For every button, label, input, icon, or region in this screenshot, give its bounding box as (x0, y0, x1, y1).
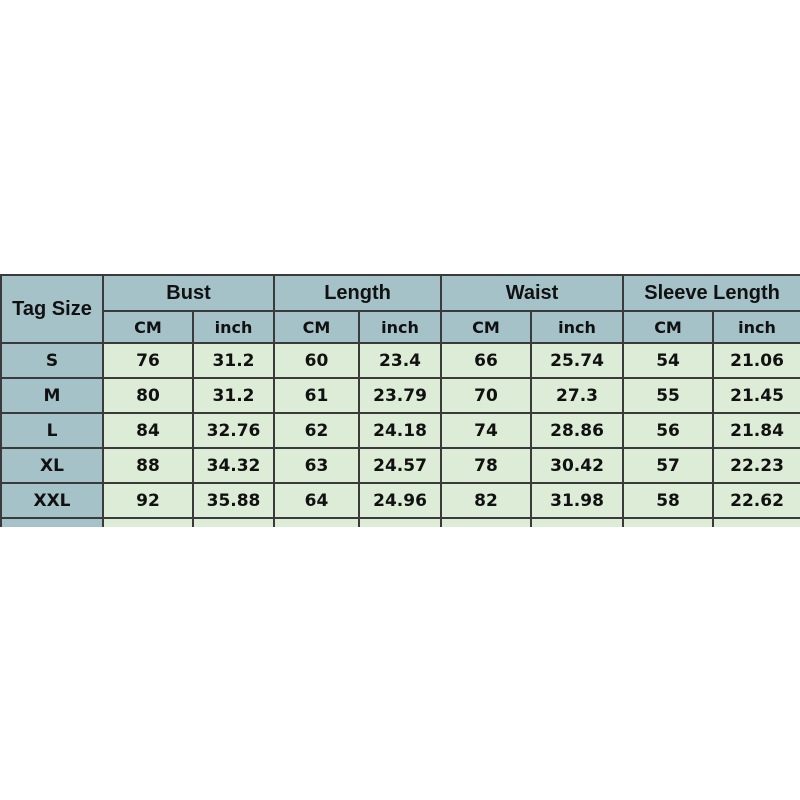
cell-l-sleeve-inch: 21.84 (713, 413, 800, 448)
cell-size-m: M (1, 378, 103, 413)
cell-xxl-waist-inch: 31.98 (531, 483, 623, 518)
cell-m-length-cm: 61 (274, 378, 359, 413)
subheader-waist-cm: CM (441, 311, 531, 343)
cropped-cell (1, 518, 103, 527)
header-row-units (1, 311, 800, 343)
header-sleeve-length: Sleeve Length (623, 275, 800, 311)
header-length: Length (274, 275, 441, 311)
cell-s-length-inch: 23.4 (359, 343, 441, 378)
table-row-xl (1, 448, 800, 483)
table-row-l (1, 413, 800, 448)
cell-xxl-sleeve-cm: 58 (623, 483, 713, 518)
cell-s-length-cm: 60 (274, 343, 359, 378)
cell-xxl-bust-inch: 35.88 (193, 483, 274, 518)
cell-l-waist-inch: 28.86 (531, 413, 623, 448)
cropped-cell (359, 518, 441, 527)
size-chart (0, 274, 800, 527)
cell-s-sleeve-cm: 54 (623, 343, 713, 378)
subheader-bust-inch: inch (193, 311, 274, 343)
cell-s-waist-cm: 66 (441, 343, 531, 378)
cell-l-length-inch: 24.18 (359, 413, 441, 448)
cell-l-length-cm: 62 (274, 413, 359, 448)
cropped-cell (103, 518, 193, 527)
cropped-cell (441, 518, 531, 527)
cropped-cell (193, 518, 274, 527)
subheader-waist-inch: inch (531, 311, 623, 343)
table-row-s (1, 343, 800, 378)
cell-xxl-length-inch: 24.96 (359, 483, 441, 518)
corner-header-tag-size: Tag Size (1, 275, 103, 343)
table-row-xxl (1, 483, 800, 518)
cell-m-length-inch: 23.79 (359, 378, 441, 413)
cell-l-bust-inch: 32.76 (193, 413, 274, 448)
subheader-length-inch: inch (359, 311, 441, 343)
cell-xl-bust-cm: 88 (103, 448, 193, 483)
cell-size-s: S (1, 343, 103, 378)
cell-s-bust-inch: 31.2 (193, 343, 274, 378)
cropped-cell (531, 518, 623, 527)
cell-xxl-sleeve-inch: 22.62 (713, 483, 800, 518)
cell-xxl-length-cm: 64 (274, 483, 359, 518)
cell-xl-sleeve-inch: 22.23 (713, 448, 800, 483)
cropped-partial-row (1, 518, 800, 527)
cell-m-bust-inch: 31.2 (193, 378, 274, 413)
cell-xl-length-inch: 24.57 (359, 448, 441, 483)
header-waist: Waist (441, 275, 623, 311)
cell-xl-length-cm: 63 (274, 448, 359, 483)
cell-l-waist-cm: 74 (441, 413, 531, 448)
cell-xl-bust-inch: 34.32 (193, 448, 274, 483)
subheader-length-cm: CM (274, 311, 359, 343)
cropped-cell (274, 518, 359, 527)
cropped-cell (713, 518, 800, 527)
cell-size-xxl: XXL (1, 483, 103, 518)
subheader-sleeve-cm: CM (623, 311, 713, 343)
cell-xl-waist-cm: 78 (441, 448, 531, 483)
cell-s-waist-inch: 25.74 (531, 343, 623, 378)
header-row-groups (1, 275, 800, 311)
cell-xl-waist-inch: 30.42 (531, 448, 623, 483)
cell-m-waist-inch: 27.3 (531, 378, 623, 413)
cell-m-bust-cm: 80 (103, 378, 193, 413)
cell-size-l: L (1, 413, 103, 448)
subheader-sleeve-inch: inch (713, 311, 800, 343)
header-bust: Bust (103, 275, 274, 311)
cell-l-sleeve-cm: 56 (623, 413, 713, 448)
cropped-cell (623, 518, 713, 527)
cell-l-bust-cm: 84 (103, 413, 193, 448)
cell-s-bust-cm: 76 (103, 343, 193, 378)
cell-s-sleeve-inch: 21.06 (713, 343, 800, 378)
cell-xxl-waist-cm: 82 (441, 483, 531, 518)
cell-m-waist-cm: 70 (441, 378, 531, 413)
table-row-m (1, 378, 800, 413)
cell-xxl-bust-cm: 92 (103, 483, 193, 518)
cell-xl-sleeve-cm: 57 (623, 448, 713, 483)
cell-size-xl: XL (1, 448, 103, 483)
subheader-bust-cm: CM (103, 311, 193, 343)
cell-m-sleeve-inch: 21.45 (713, 378, 800, 413)
size-chart-table (0, 274, 800, 527)
cell-m-sleeve-cm: 55 (623, 378, 713, 413)
